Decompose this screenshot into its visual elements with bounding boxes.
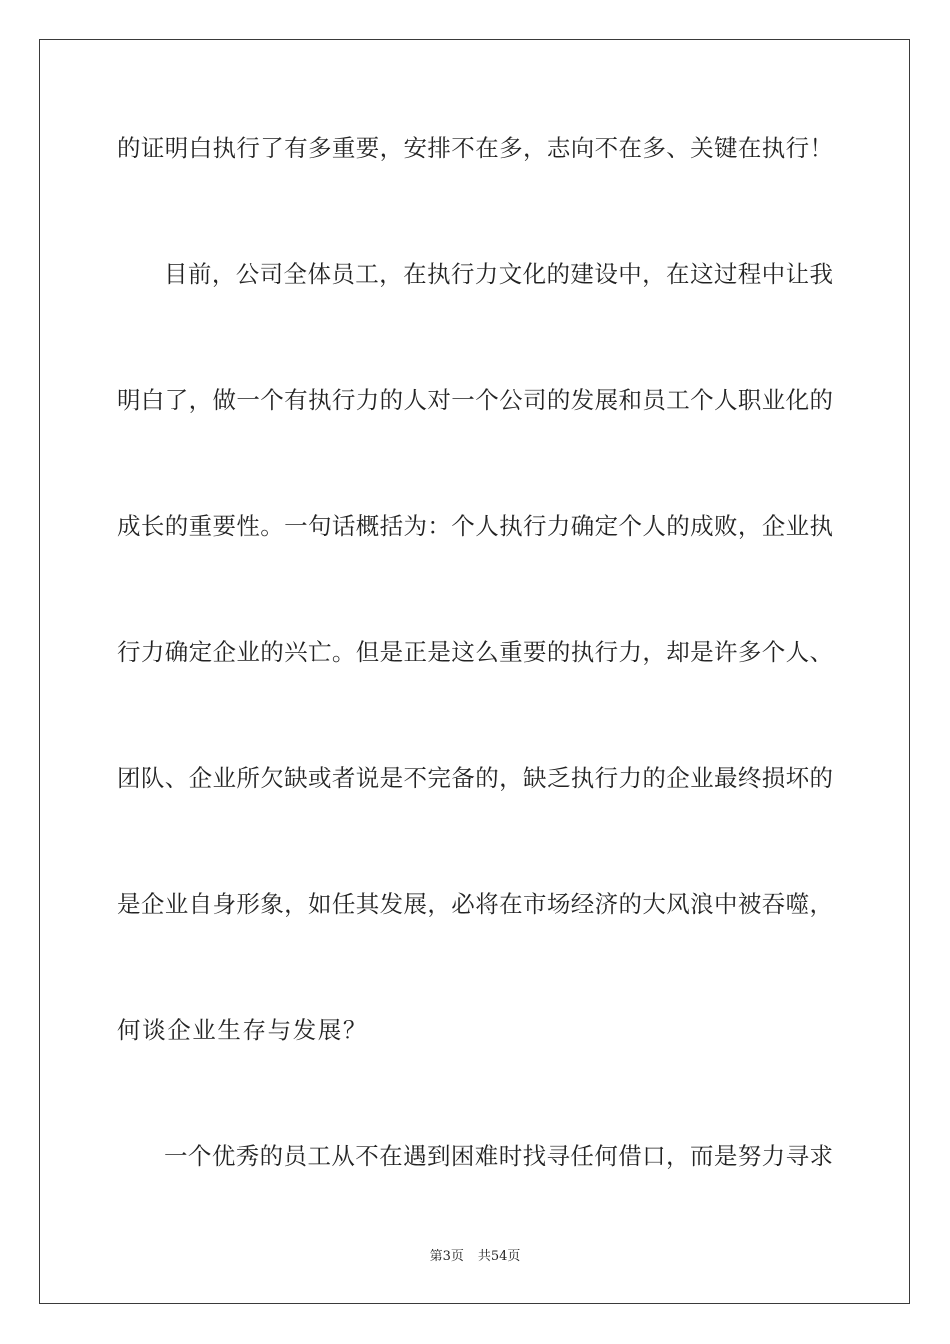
body-text-line: 明白了，做一个有执行力的人对一个公司的发展和员工个人职业化的 (117, 386, 833, 414)
body-text-line: 的证明白执行了有多重要，安排不在多，志向不在多、关键在执行！ (117, 134, 833, 162)
page-number: 第3页 (429, 1249, 464, 1264)
body-text-line: 行力确定企业的兴亡。但是正是这么重要的执行力，却是许多个人、 (117, 638, 833, 666)
body-text-line: 团队、企业所欠缺或者说是不完备的，缺乏执行力的企业最终损坏的 (117, 764, 833, 792)
page-border (39, 39, 910, 1304)
page-total: 共54页 (477, 1249, 521, 1264)
paragraph-first-line: 一个优秀的员工从不在遇到困难时找寻任何借口，而是努力寻求 (164, 1142, 833, 1170)
paragraph-first-line: 目前，公司全体员工，在执行力文化的建设中，在这过程中让我 (164, 260, 833, 288)
page-footer (0, 1249, 950, 1265)
body-text-line: 成长的重要性。一句话概括为：个人执行力确定个人的成败，企业执 (117, 512, 833, 540)
paragraph-last-line: 何谈企业生存与发展？ (117, 1016, 368, 1044)
body-text-line: 是企业自身形象，如任其发展，必将在市场经济的大风浪中被吞噬， (117, 890, 833, 918)
